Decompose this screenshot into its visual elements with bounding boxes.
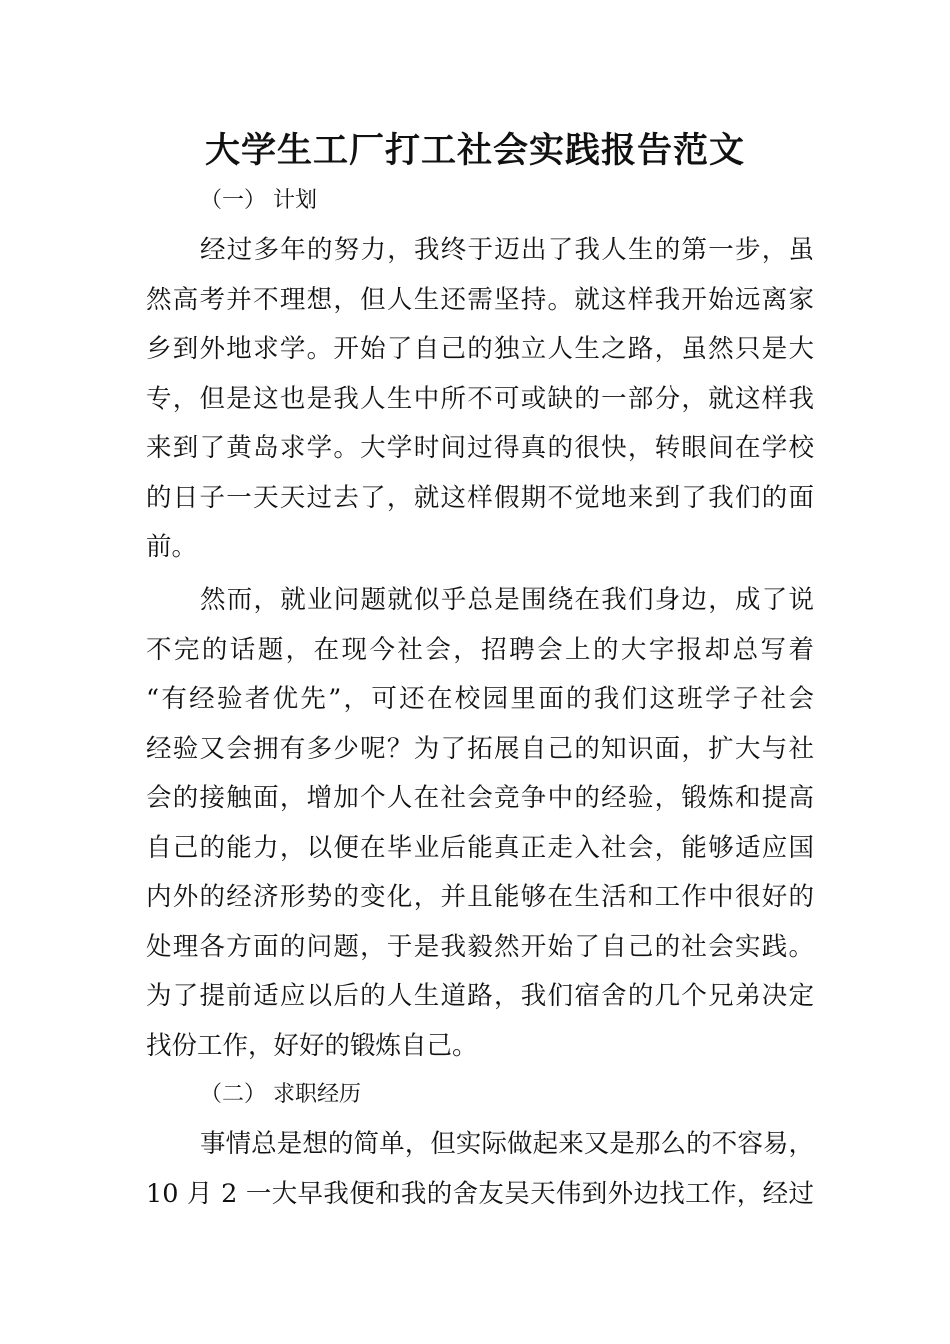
text-line: 10 月 2 一大早我便和我的舍友吴天伟到外边找工作，经过 — [146, 1178, 814, 1209]
text-line: 经过多年的努力，我终于迈出了我人生的第一步，虽 — [200, 235, 814, 265]
text-line: 的日子一天天过去了，就这样假期不觉地来到了我们的面 — [146, 482, 814, 513]
text-line: 专，但是这也是我人生中所不可或缺的一部分，就这样我 — [146, 383, 814, 414]
text-line: 不完的话题，在现今社会，招聘会上的大字报却总写着 — [146, 634, 814, 665]
text-line: 处理各方面的问题，于是我毅然开始了自己的社会实践。 — [146, 931, 814, 962]
paragraph — [146, 226, 814, 573]
text-line: 找份工作，好好的锻炼自己。 — [146, 1030, 478, 1061]
text-line: 会的接触面，增加个人在社会竞争中的经验，锻炼和提高 — [146, 783, 814, 813]
section-heading-job-search: （二） 求职经历 — [200, 1082, 361, 1107]
paragraph — [146, 576, 814, 1071]
document-title: 大学生工厂打工社会实践报告范文 — [204, 131, 745, 171]
text-line: 经验又会拥有多少呢？为了拓展自己的知识面，扩大与社 — [146, 733, 814, 764]
text-line: 事情总是想的简单，但实际做起来又是那么的不容易， — [200, 1129, 814, 1159]
text-line: 为了提前适应以后的人生道路，我们宿舍的几个兄弟决定 — [146, 981, 814, 1011]
text-line: 然高考并不理想，但人生还需坚持。就这样我开始远离家 — [146, 284, 814, 315]
text-line: 来到了黄岛求学。大学时间过得真的很快，转眼间在学校 — [146, 433, 814, 463]
text-line: 自己的能力，以便在毕业后能真正走入社会，能够适应国 — [146, 832, 814, 863]
section-heading-plan: （一） 计划 — [200, 188, 317, 213]
text-line: 然而，就业问题就似乎总是围绕在我们身边，成了说 — [200, 585, 814, 615]
text-line: 乡到外地求学。开始了自己的独立人生之路，虽然只是大 — [146, 334, 814, 364]
text-line: “有经验者优先”，可还在校园里面的我们这班学子社会 — [146, 684, 814, 714]
paragraph — [146, 1120, 814, 1219]
text-line: 前。 — [146, 532, 198, 562]
text-line: 内外的经济形势的变化，并且能够在生活和工作中很好的 — [146, 882, 814, 912]
